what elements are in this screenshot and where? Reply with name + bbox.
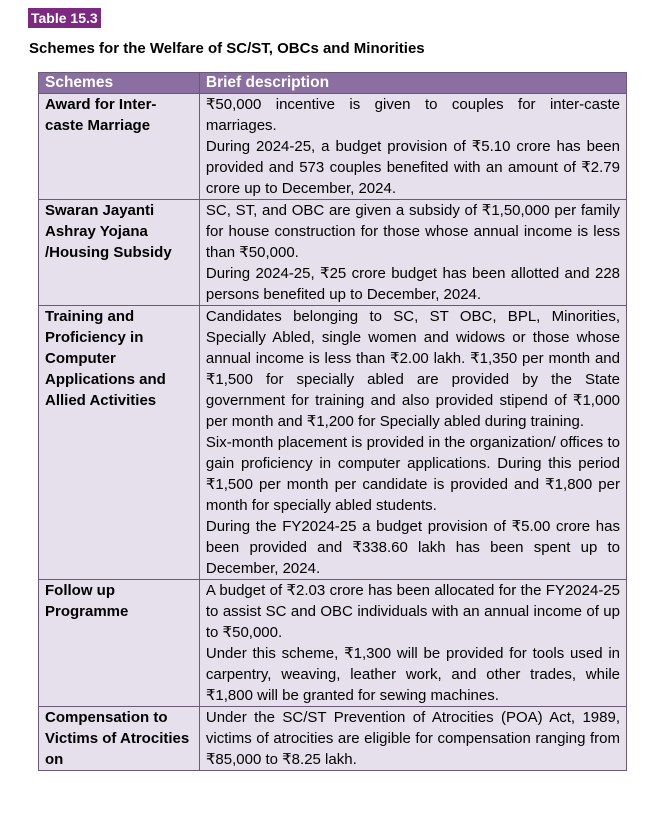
table-header-row	[39, 73, 627, 94]
description-cell	[199, 200, 626, 306]
column-header-schemes: Schemes	[39, 73, 200, 94]
description-paragraph: During 2024-25, a budget provision of ₹5.10 crore has been provided and 573 couples benefited with an amount of ₹2.79 crore up to December, 2024.	[205, 138, 620, 197]
description-paragraph: ₹50,000 incentive is given to couples for inter-caste marriages.	[205, 96, 620, 134]
table-row	[39, 200, 627, 306]
description-cell	[199, 707, 626, 771]
description-paragraph: During the FY2024-25 a budget provision of ₹5.00 crore has been provided and ₹338.60 lakh has been spent up to December, 2024.	[205, 518, 620, 577]
scheme-name-cell: Training and Proficiency in Computer Applications and Allied Activities	[39, 306, 200, 580]
description-paragraph: Under this scheme, ₹1,300 will be provided for tools used in carpentry, weaving, leather work, and other trades, while ₹1,800 will be granted for sewing machines.	[205, 645, 620, 704]
table-row	[39, 306, 627, 580]
description-paragraph: Candidates belonging to SC, ST OBC, BPL, Minorities, Specially Abled, single women and widows or those whose annual income is less than ₹2.00 lakh. ₹1,350 per month and ₹1,500 for specially abled are provided by the State government for training and also provided stipend of ₹1,000 per month and ₹1,200 for Specially abled during training.	[205, 308, 620, 430]
schemes-table	[38, 72, 627, 771]
description-paragraph: Six-month placement is provided in the organization/ offices to gain proficiency in computer applications. During this period ₹1,500 per month per candidate is provided and ₹1,800 per month for specially abled students.	[205, 434, 620, 514]
column-header-brief-description: Brief description	[199, 73, 626, 94]
description-paragraph: SC, ST, and OBC are given a subsidy of ₹1,50,000 per family for house construction for those whose annual income is less than ₹50,000.	[205, 202, 620, 261]
table-row	[39, 580, 627, 707]
description-cell	[199, 306, 626, 580]
scheme-name-cell: Follow up Programme	[39, 580, 200, 707]
description-paragraph: During 2024-25, ₹25 crore budget has been allotted and 228 persons benefited up to December, 2024.	[205, 265, 620, 303]
description-cell	[199, 94, 626, 200]
description-paragraph: Under the SC/ST Prevention of Atrocities (POA) Act, 1989, victims of atrocities are eligible for compensation ranging from ₹85,000 to ₹8.25 lakh.	[205, 709, 620, 768]
table-row	[39, 94, 627, 200]
table-number-tag: Table 15.3	[28, 8, 101, 28]
table-row	[39, 707, 627, 771]
scheme-name-cell: Award for Inter-caste Marriage	[39, 94, 200, 200]
description-paragraph: A budget of ₹2.03 crore has been allocated for the FY2024-25 to assist SC and OBC individuals with an annual income of up to ₹50,000.	[205, 582, 620, 641]
scheme-name-cell: Compensation to Victims of Atrocities on	[39, 707, 200, 771]
table-title: Schemes for the Welfare of SC/ST, OBCs and Minorities	[29, 40, 425, 57]
scheme-name-cell: Swaran Jayanti Ashray Yojana /Housing Subsidy	[39, 200, 200, 306]
description-cell	[199, 580, 626, 707]
